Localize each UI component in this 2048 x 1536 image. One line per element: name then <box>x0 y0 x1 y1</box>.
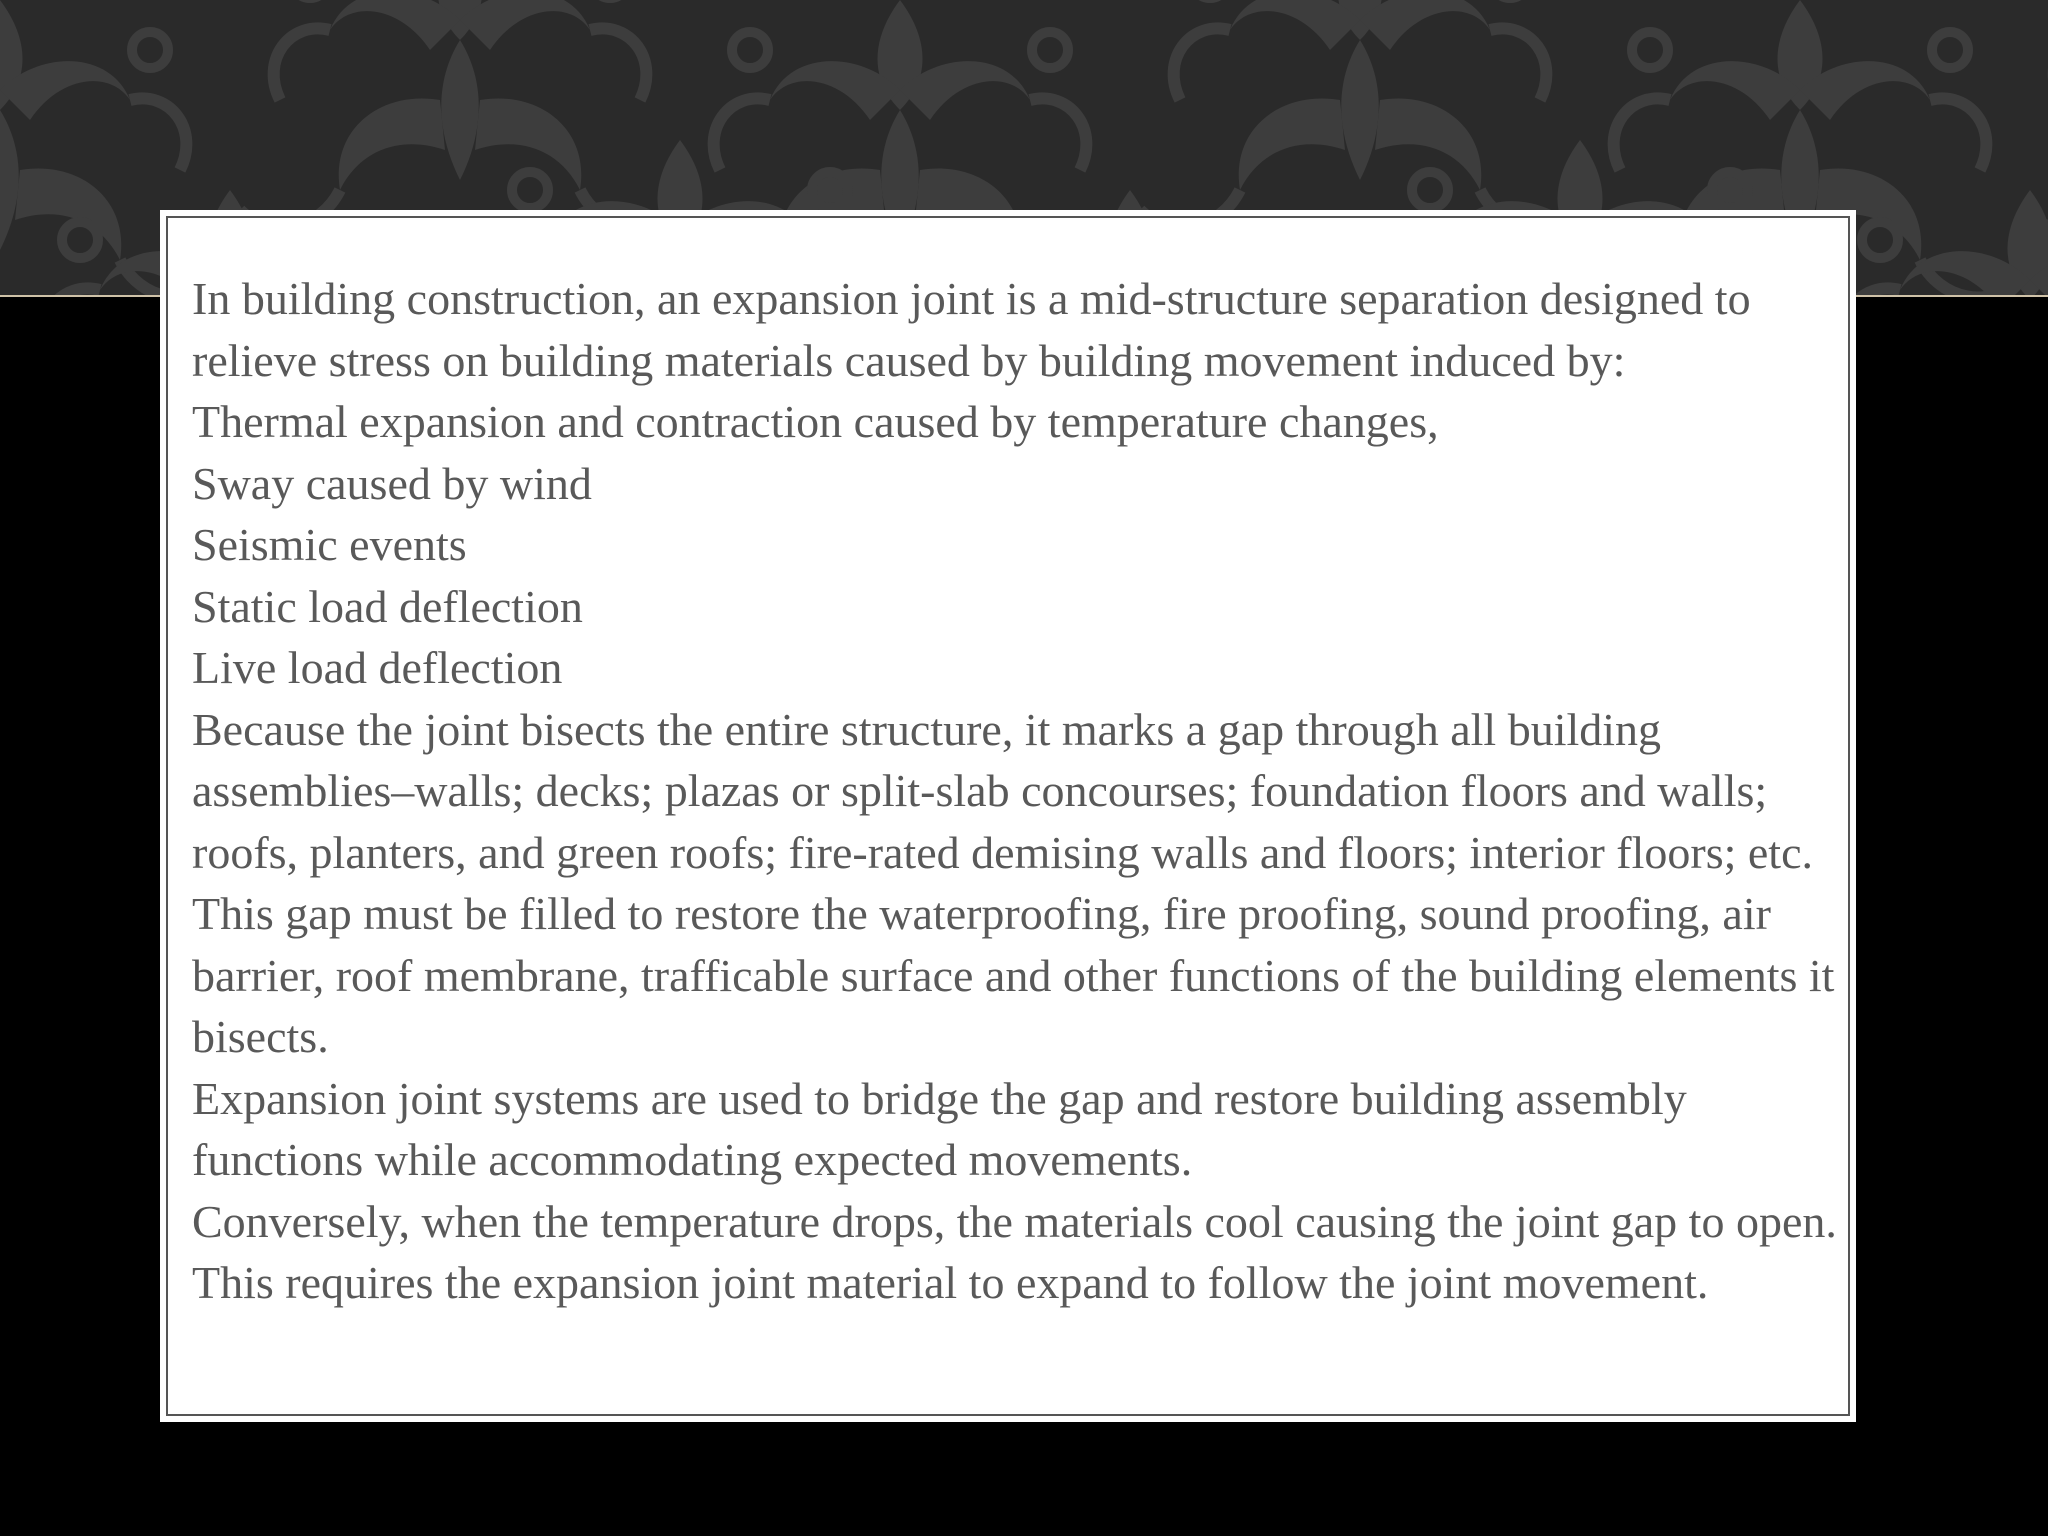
paragraph-live-load: Live load deflection <box>192 642 563 693</box>
content-panel <box>160 210 1856 1422</box>
paragraph-systems: Expansion joint systems are used to bridge the gap and restore building assembly functions while accommodating expected movements. <box>192 1072 1687 1185</box>
body-text <box>192 268 1842 1314</box>
paragraph-seismic: Seismic events <box>192 519 467 570</box>
paragraph-sway: Sway caused by wind <box>192 457 592 509</box>
paragraph-intro: In building construction, an expansion joint is a mid-structure separation designed to relieve stress on building materials caused by building movement induced by: <box>192 273 1751 386</box>
paragraph-conversely: Conversely, when the temperature drops, the materials cool causing the joint gap to open. This requires the expansion joint material to expand to follow the joint movement. <box>192 1195 1837 1308</box>
paragraph-static-load: Static load deflection <box>192 580 583 632</box>
paragraph-gap: Because the joint bisects the entire structure, it marks a gap through all building assemblies–walls; decks; plazas or split-slab concourses; foundation floors and walls; roofs, planters, and green roofs; fire-rated demising walls and floors; interior floors; etc. This gap must be filled to restore the waterproofing, fire proofing, sound proofing, air barrier, roof membrane, trafficable surface and other functions of the building elements it bisects. <box>192 703 1835 1062</box>
paragraph-thermal: Thermal expansion and contraction caused by temperature changes, <box>192 396 1439 447</box>
